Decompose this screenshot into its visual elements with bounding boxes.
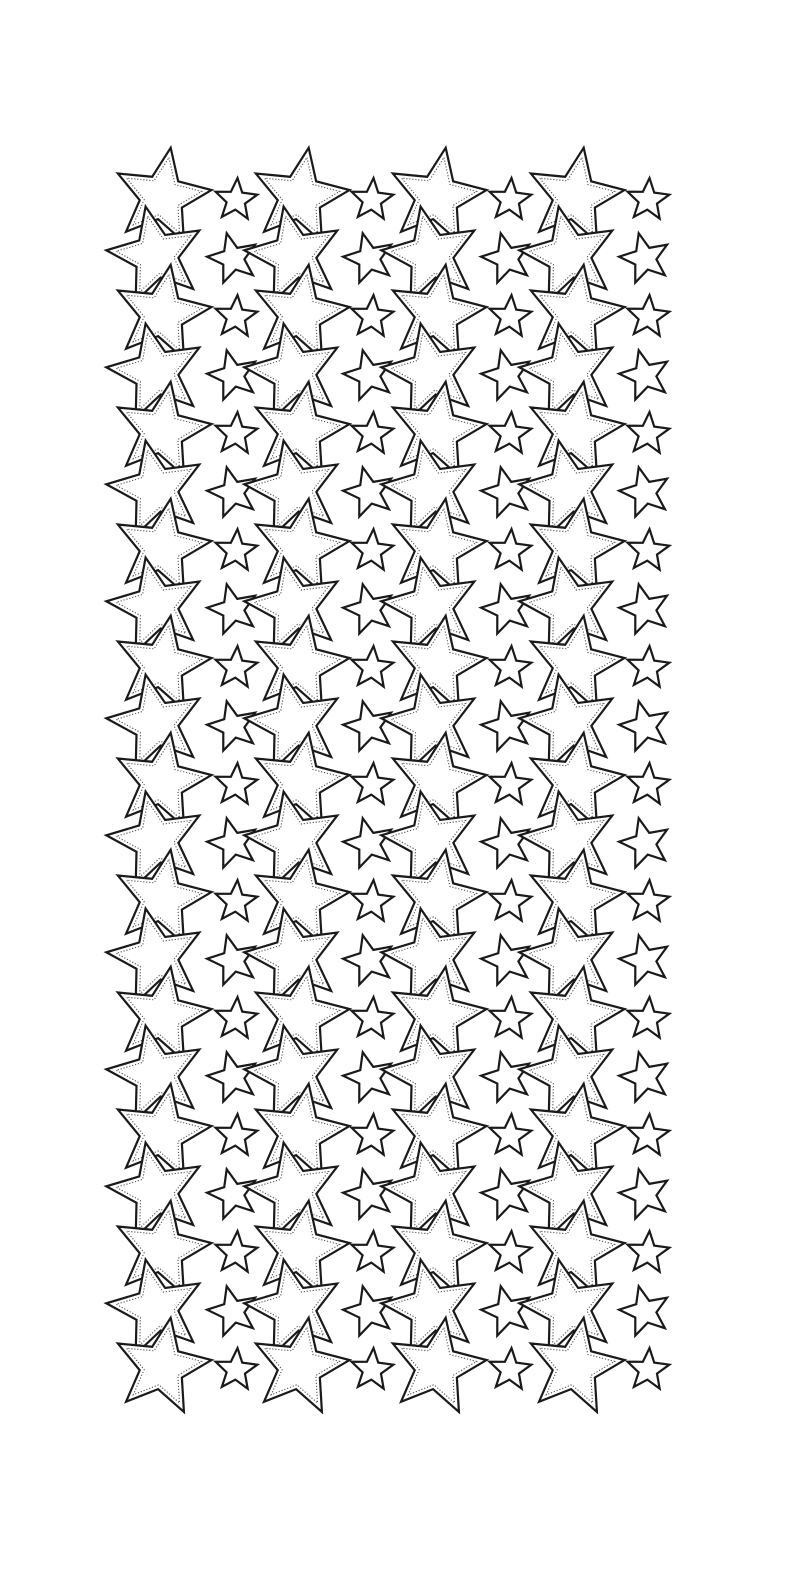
small-star xyxy=(216,529,258,570)
large-star xyxy=(106,1143,199,1238)
small-star xyxy=(490,1348,532,1389)
large-star xyxy=(256,1084,350,1178)
large-star xyxy=(381,675,474,770)
large-star xyxy=(393,1318,487,1412)
small-star xyxy=(343,935,391,984)
large-star xyxy=(519,675,612,770)
small-star xyxy=(216,178,258,219)
large-star xyxy=(256,1201,350,1295)
large-star xyxy=(393,967,487,1061)
large-star xyxy=(244,441,337,536)
small-star xyxy=(207,584,255,633)
large-star xyxy=(106,558,199,653)
small-star xyxy=(481,1052,529,1101)
small-star xyxy=(216,1114,258,1155)
small-star xyxy=(481,467,529,516)
small-star xyxy=(207,350,255,399)
small-star xyxy=(207,1052,255,1101)
small-star xyxy=(490,646,532,687)
small-star xyxy=(343,1286,391,1335)
small-star xyxy=(490,880,532,921)
small-star xyxy=(628,295,670,336)
large-star xyxy=(519,207,612,302)
large-star xyxy=(118,1084,212,1178)
small-star xyxy=(216,880,258,921)
large-star xyxy=(244,1260,337,1355)
large-star xyxy=(244,1143,337,1238)
large-star xyxy=(381,909,474,1004)
small-star xyxy=(343,584,391,633)
small-star xyxy=(352,763,394,804)
small-star xyxy=(343,350,391,399)
large-star xyxy=(519,1260,612,1355)
small-star xyxy=(628,1231,670,1272)
small-star xyxy=(628,1348,670,1389)
large-star xyxy=(106,1026,199,1121)
small-star xyxy=(343,1169,391,1218)
small-star xyxy=(343,701,391,750)
small-star xyxy=(490,529,532,570)
large-star xyxy=(531,265,625,359)
large-star xyxy=(393,616,487,710)
small-star xyxy=(619,935,667,984)
large-star xyxy=(106,441,199,536)
small-star xyxy=(628,763,670,804)
large-star xyxy=(118,733,212,827)
small-star xyxy=(628,1114,670,1155)
large-star xyxy=(531,382,625,476)
large-star xyxy=(118,382,212,476)
small-star xyxy=(352,1348,394,1389)
small-star xyxy=(490,178,532,219)
small-star xyxy=(490,1231,532,1272)
large-star xyxy=(393,382,487,476)
small-star xyxy=(481,1286,529,1335)
small-star xyxy=(216,1348,258,1389)
large-star xyxy=(381,1143,474,1238)
small-star xyxy=(481,584,529,633)
large-star xyxy=(106,324,199,419)
small-star xyxy=(619,818,667,867)
small-star xyxy=(619,1286,667,1335)
star-grid xyxy=(106,148,669,1412)
large-star xyxy=(393,1084,487,1178)
large-star xyxy=(244,792,337,887)
small-star xyxy=(216,997,258,1038)
small-star xyxy=(481,818,529,867)
small-star xyxy=(619,1169,667,1218)
large-star xyxy=(531,850,625,944)
large-star xyxy=(393,265,487,359)
large-star xyxy=(381,324,474,419)
small-star xyxy=(216,646,258,687)
small-star xyxy=(207,935,255,984)
small-star xyxy=(207,467,255,516)
small-star xyxy=(490,1114,532,1155)
small-star xyxy=(490,412,532,453)
small-star xyxy=(352,1114,394,1155)
large-star xyxy=(256,616,350,710)
small-star xyxy=(352,997,394,1038)
small-star xyxy=(343,818,391,867)
large-star xyxy=(531,1318,625,1412)
large-star xyxy=(118,967,212,1061)
large-star xyxy=(393,850,487,944)
large-star xyxy=(106,1260,199,1355)
small-star xyxy=(619,467,667,516)
small-star xyxy=(207,1286,255,1335)
large-star xyxy=(244,1026,337,1121)
small-star xyxy=(207,818,255,867)
small-star xyxy=(628,646,670,687)
small-star xyxy=(216,412,258,453)
small-star xyxy=(619,701,667,750)
small-star xyxy=(352,529,394,570)
large-star xyxy=(531,616,625,710)
large-star xyxy=(106,207,199,302)
large-star xyxy=(118,148,212,242)
small-star xyxy=(490,997,532,1038)
small-star xyxy=(216,1231,258,1272)
small-star xyxy=(352,412,394,453)
large-star xyxy=(118,499,212,593)
large-star xyxy=(106,909,199,1004)
small-star xyxy=(343,233,391,282)
large-star xyxy=(519,558,612,653)
small-star xyxy=(628,178,670,219)
small-star xyxy=(352,178,394,219)
small-star xyxy=(628,997,670,1038)
large-star xyxy=(381,207,474,302)
large-star xyxy=(256,850,350,944)
small-star xyxy=(619,233,667,282)
large-star xyxy=(118,850,212,944)
small-star xyxy=(628,880,670,921)
small-star xyxy=(352,1231,394,1272)
small-star xyxy=(207,1169,255,1218)
large-star xyxy=(256,265,350,359)
small-star xyxy=(490,763,532,804)
small-star xyxy=(619,350,667,399)
large-star xyxy=(244,207,337,302)
small-star xyxy=(207,701,255,750)
large-star xyxy=(519,1143,612,1238)
small-star xyxy=(481,701,529,750)
large-star xyxy=(256,967,350,1061)
large-star xyxy=(393,148,487,242)
large-star xyxy=(256,733,350,827)
small-star xyxy=(352,295,394,336)
large-star xyxy=(393,1201,487,1295)
large-star xyxy=(519,909,612,1004)
large-star xyxy=(519,1026,612,1121)
large-star xyxy=(244,558,337,653)
large-star xyxy=(393,733,487,827)
large-star xyxy=(118,1201,212,1295)
large-star xyxy=(381,441,474,536)
small-star xyxy=(352,646,394,687)
large-star xyxy=(118,1318,212,1412)
small-star xyxy=(207,233,255,282)
large-star xyxy=(244,324,337,419)
small-star xyxy=(216,763,258,804)
large-star xyxy=(381,1026,474,1121)
small-star xyxy=(628,412,670,453)
large-star xyxy=(118,616,212,710)
small-star xyxy=(352,880,394,921)
large-star xyxy=(531,967,625,1061)
large-star xyxy=(519,441,612,536)
small-star xyxy=(481,1169,529,1218)
large-star xyxy=(531,499,625,593)
small-star xyxy=(619,584,667,633)
large-star xyxy=(256,499,350,593)
large-star xyxy=(393,499,487,593)
small-star xyxy=(628,529,670,570)
large-star xyxy=(256,1318,350,1412)
large-star xyxy=(519,324,612,419)
large-star xyxy=(106,792,199,887)
large-star xyxy=(381,558,474,653)
large-star xyxy=(244,909,337,1004)
small-star xyxy=(619,1052,667,1101)
small-star xyxy=(481,233,529,282)
large-star xyxy=(118,265,212,359)
large-star xyxy=(531,733,625,827)
large-star xyxy=(256,382,350,476)
small-star xyxy=(343,1052,391,1101)
large-star xyxy=(531,1084,625,1178)
large-star xyxy=(531,1201,625,1295)
small-star xyxy=(481,935,529,984)
small-star xyxy=(490,295,532,336)
small-star xyxy=(481,350,529,399)
large-star xyxy=(519,792,612,887)
small-star xyxy=(216,295,258,336)
large-star xyxy=(244,675,337,770)
large-star xyxy=(381,1260,474,1355)
large-star xyxy=(381,792,474,887)
large-star xyxy=(106,675,199,770)
large-star xyxy=(531,148,625,242)
large-star xyxy=(256,148,350,242)
small-star xyxy=(343,467,391,516)
